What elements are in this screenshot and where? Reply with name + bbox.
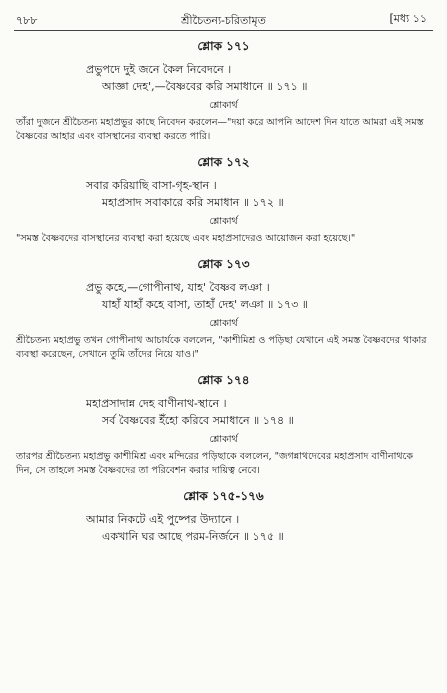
verse-line: সর্ব বৈষ্ণবের ইঁহো করিবে সমাধানে ॥ ১৭৪ ॥ — [102, 414, 294, 427]
verse-line: মহাপ্রসাদ সবাকারে করি সমাধান ॥ ১৭২ ॥ — [102, 196, 284, 209]
page-content — [16, 38, 431, 555]
meaning-heading: শ্লোকার্থ — [209, 216, 238, 227]
verse-heading: শ্লোক ১৭২ — [197, 155, 250, 169]
verse-line: একখানি ঘর আছে পরম-নির্জনে ॥ ১৭৫ ॥ — [102, 530, 284, 543]
chapter-marker: [মধ্য ১১ — [389, 12, 427, 25]
verse-heading: শ্লোক ১৭৫-১৭৬ — [183, 489, 264, 503]
verse-block-172 — [16, 154, 431, 246]
meaning-text: তারপর শ্রীচৈতন্য মহাপ্রভু কাশীমিশ্র এবং মন্দিরের পড়িছাকে বললেন, "জগন্নাথদেবের মহাপ্রসাদ বাণীনাথকে দিন, সে তাহলে সমস্ত বৈষ্ণবদের তা পরিবেশন করার দায়িত্ব নেবে। — [16, 451, 413, 476]
verse-line: মহাপ্রসাদান্ন দেহ বাণীনাথ-স্থানে । — [86, 397, 227, 410]
meaning-text: শ্রীচৈতন্য মহাপ্রভু তখন গোপীনাথ আচার্যকে বললেন, "কাশীমিশ্র ও পড়িছা যেখানে এই সমস্ত বৈষ্ণবদের থাকার ব্যবস্থা করেছেন, সেখানে তুমি তাঁদের নিয়ে যাও।" — [16, 335, 427, 360]
meaning-heading: শ্লোকার্থ — [209, 318, 238, 329]
verse-heading: শ্লোক ১৭৪ — [197, 373, 250, 387]
page-header — [14, 8, 433, 30]
verse-line: প্রভু কহে,—গোপীনাথ, যাহ' বৈষ্ণব লঞা । — [86, 281, 270, 294]
verse-block-174 — [16, 372, 431, 478]
verse-heading: শ্লোক ১৭১ — [197, 39, 250, 53]
verse-line: আজ্ঞা দেহ',—বৈষ্ণবের করি সমাধানে ॥ ১৭১ ॥ — [102, 80, 308, 93]
page-number: ৭৮৮ — [16, 14, 38, 27]
verse-line: প্রভুপদে দুই জনে কৈল নিবেদনে । — [86, 63, 232, 76]
meaning-heading: শ্লোকার্থ — [209, 100, 238, 111]
verse-line: যাহাঁ যাহাঁ কহে বাসা, তাহাঁ দেহ' লঞা ॥ ১৭৩ ॥ — [102, 298, 308, 311]
verse-block-171 — [16, 38, 431, 144]
meaning-text: তাঁরা দুজনে শ্রীচৈতন্য মহাপ্রভুর কাছে নিবেদন করলেন—"দয়া করে আপনি আদেশ দিন যাতে আমরা এই সমস্ত বৈষ্ণবের আহার এবং বাসস্থানের ব্যবস্থা করতে পারি। — [16, 117, 424, 142]
verse-line: আমার নিকটে এই পুষ্পের উদ্যানে । — [86, 513, 240, 526]
verse-line: সবার করিয়াছি বাসা-গৃহ-স্থান । — [86, 179, 217, 192]
header-rule — [14, 30, 433, 31]
meaning-text: "সমস্ত বৈষ্ণবদের বাসস্থানের ব্যবস্থা করা হয়েছে এবং মহাপ্রসাদেরও আয়োজন করা হয়েছে।" — [16, 233, 356, 244]
meaning-heading: শ্লোকার্থ — [209, 434, 238, 445]
verse-heading: শ্লোক ১৭৩ — [197, 257, 250, 271]
running-title: শ্রীচৈতন্য-চরিতামৃত — [181, 14, 266, 27]
verse-block-173 — [16, 256, 431, 362]
verse-block-175 — [16, 488, 431, 545]
